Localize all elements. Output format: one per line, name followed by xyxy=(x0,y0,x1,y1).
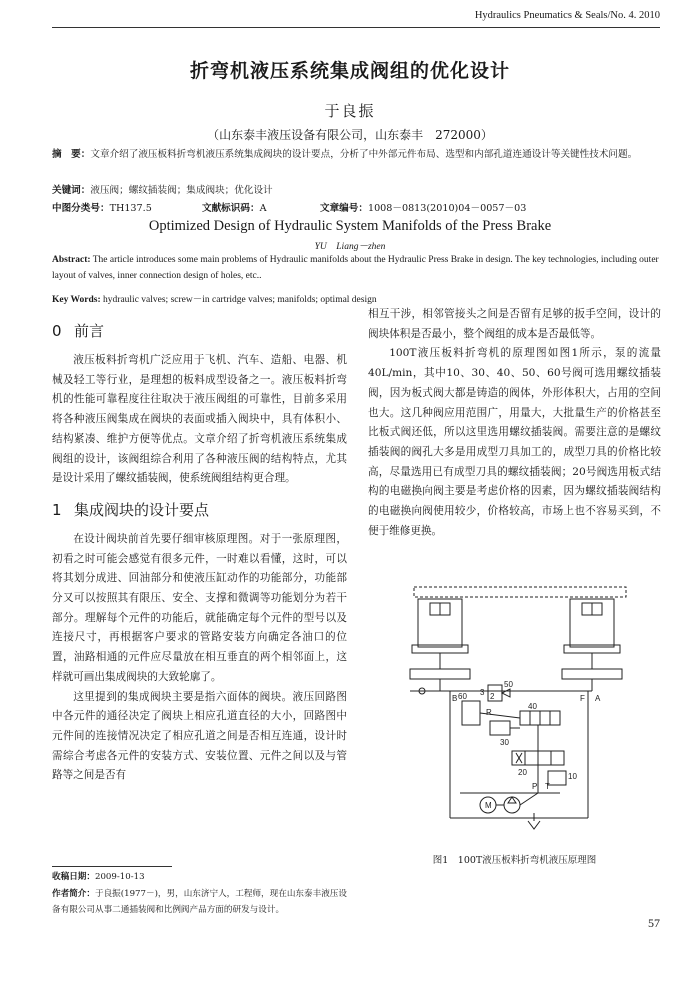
received-date xyxy=(52,869,347,885)
journal-header: Hydraulics Pneumatics & Seals/No. 4. 2010 xyxy=(474,10,660,21)
keywords-cn xyxy=(52,182,662,196)
fig-label-B: B xyxy=(452,694,458,703)
section-number: 0 xyxy=(52,322,62,340)
paragraph: 相互干涉，相邻管接头之间是否留有足够的扳手空间，设计的阀块体积是否最小，整个阀组的成本是否最低等。 xyxy=(368,308,661,340)
keywords-en xyxy=(52,291,662,305)
fig-label-40: 40 xyxy=(528,702,537,711)
hydraulic-schematic-figure xyxy=(400,583,640,838)
author-affiliation: （山东泰丰液压设备有限公司，山东泰丰 272000） xyxy=(207,128,493,142)
abstract-en-label: Abstract: xyxy=(52,255,91,265)
abstract-en xyxy=(52,252,662,284)
keywords-cn-label: 关键词： xyxy=(52,185,91,196)
abstract-cn-label: 摘 要： xyxy=(52,149,91,160)
keywords-en-label: Key Words: xyxy=(52,295,101,305)
left-column xyxy=(52,310,347,786)
article-title: 折弯机液压系统集成阀组的优化设计 xyxy=(189,60,510,82)
author-bio-label: 作者简介： xyxy=(52,889,95,899)
fig-label-P: P xyxy=(532,782,538,791)
section-heading-0 xyxy=(52,320,347,341)
page-number: 57 xyxy=(648,916,660,930)
author-bio xyxy=(52,886,347,918)
author-bio-text: 于良振(1977－)，男，山东济宁人，工程师，现在山东泰丰液压设备有限公司从事二通插装阀和比例阀产品方面的研发与设计。 xyxy=(52,889,347,915)
abstract-cn xyxy=(52,146,662,163)
fig-label-M: M xyxy=(485,801,492,810)
article-number: 文章编号：1008－0813(2010)04－0057－03 xyxy=(320,203,527,214)
header-rule xyxy=(52,27,660,28)
fig-label-10: 10 xyxy=(568,772,577,781)
paragraph: 在设计阀块前首先要仔细审核原理图。对于一张原理图，初看之时可能会感觉有很多元件，一时难以看懂，这时，可以将其划分成进、回油部分和使液压缸动作的功能部分，功能部分又可以按照其有限压、安全、支撑和微调等功能划分为若干部分。理解每个元件的功能后，就能确定每个元件的型号以及连接尺寸，再根据客户要求的管路安装方向确定各油口的位置，油路相通的元件应尽量放在相互垂直的两个相邻面上，这样就可画出集成阀块的大致轮廓了。 xyxy=(52,532,347,683)
fig-label-60: 60 xyxy=(458,692,467,701)
keywords-en-text: hydraulic valves; screw－in cartridge valves; manifolds; optimal design xyxy=(100,295,377,305)
clc-code: 中图分类号：TH137.5 xyxy=(52,203,152,214)
author-name-en: YU Liang－zhen xyxy=(314,242,386,252)
article-title-en: Optimized Design of Hydraulic System Manifolds of the Press Brake xyxy=(148,218,552,234)
fig-label-20: 20 xyxy=(518,768,527,777)
figure-caption: 图1 100T液压板料折弯机液压原理图 xyxy=(432,855,597,866)
valve-60 xyxy=(462,701,480,725)
fig-label-2: 2 xyxy=(490,692,495,701)
fig-label-R: R xyxy=(486,708,492,717)
fig-label-T: T xyxy=(545,782,550,791)
footnote-rule xyxy=(52,866,172,867)
keywords-cn-text: 液压阀；螺纹插装阀；集成阀块；优化设计 xyxy=(90,185,273,196)
section-number: 1 xyxy=(52,500,62,519)
paragraph: 液压板料折弯机广泛应用于飞机、汽车、造船、电器、机械及轻工等行业，是理想的板料成型设备之一。液压板料折弯机的性能可靠程度往往取决于液压阀组的可靠性，目前多采用将各种液压阀集成在阀块的表面或插入阀块中，具有体积小、结构紧凑、维护方便等优点。文章介绍了折弯机液压系统集成阀组的设计，该阀组综合利用了各种液压阀的结构特点，尤其是设计采用了螺纹插装阀，使系统阀组结构更合理。 xyxy=(52,354,347,485)
abstract-en-text: The article introduces some main problems of Hydraulic manifolds about the Hydraulic Press Brake in design. The key technologies, including outer layout of valves, inner connection design of holes, etc.. xyxy=(52,255,659,281)
doc-code: 文献标识码：A xyxy=(202,203,267,214)
fig-label-50: 50 xyxy=(504,680,513,689)
paragraph: 100T液压板料折弯机的原理图如图1所示，泵的流量40L/min，其中10、30、40、50、60号阀可选用螺纹插装阀，因为板式阀大都是铸造的阀体，外形体积大，占用的空间也大。这几种阀应用范围广，用量大，大批量生产的价格甚至比板式阀还低，所以这里选用螺纹插装阀。需要注意的是螺纹插装阀的阀孔大多是用成型刀具加工的，成型刀具的价格比较高，尽量选用已有成型刀具的螺纹插装阀；20号阀选用板式结构的电磁换向阀主要是考虑价格的因素，因为螺纹插装阀结构的电磁换向阀使用较少，价格较高，市场上也不容易买到，不便于维修更换。 xyxy=(368,347,661,537)
fig-label-30: 30 xyxy=(500,738,509,747)
pump xyxy=(504,797,520,813)
received-value: 2009-10-13 xyxy=(94,872,145,882)
machine-frame xyxy=(414,587,626,597)
author-name: 于良振 xyxy=(324,102,376,120)
received-label: 收稿日期： xyxy=(52,872,95,882)
fig-label-A: A xyxy=(595,694,601,703)
right-column xyxy=(368,305,661,541)
section-title: 集成阀块的设计要点 xyxy=(74,500,210,519)
valve-30 xyxy=(490,721,510,735)
abstract-cn-text: 文章介绍了液压板料折弯机液压系统集成阀块的设计要点，分析了中外部元件布局、选型和内部孔道连通设计等关键性技术问题。 xyxy=(90,149,638,160)
fig-label-3: 3 xyxy=(480,688,485,697)
section-heading-1 xyxy=(52,499,347,520)
fig-label-F: F xyxy=(580,694,585,703)
paragraph: 这里提到的集成阀块主要是指六面体的阀块。液压回路图中各元件的通径决定了阀块上相应孔道直径的大小，回路图中元件间的连接情况决定了相应孔道之间是否相互连通，设计时需综合考虑各元件的安装方式、安装位置、元件之间以及与管路等之间是否有 xyxy=(52,690,347,782)
valve-10 xyxy=(548,771,566,785)
section-title: 前言 xyxy=(74,322,105,340)
